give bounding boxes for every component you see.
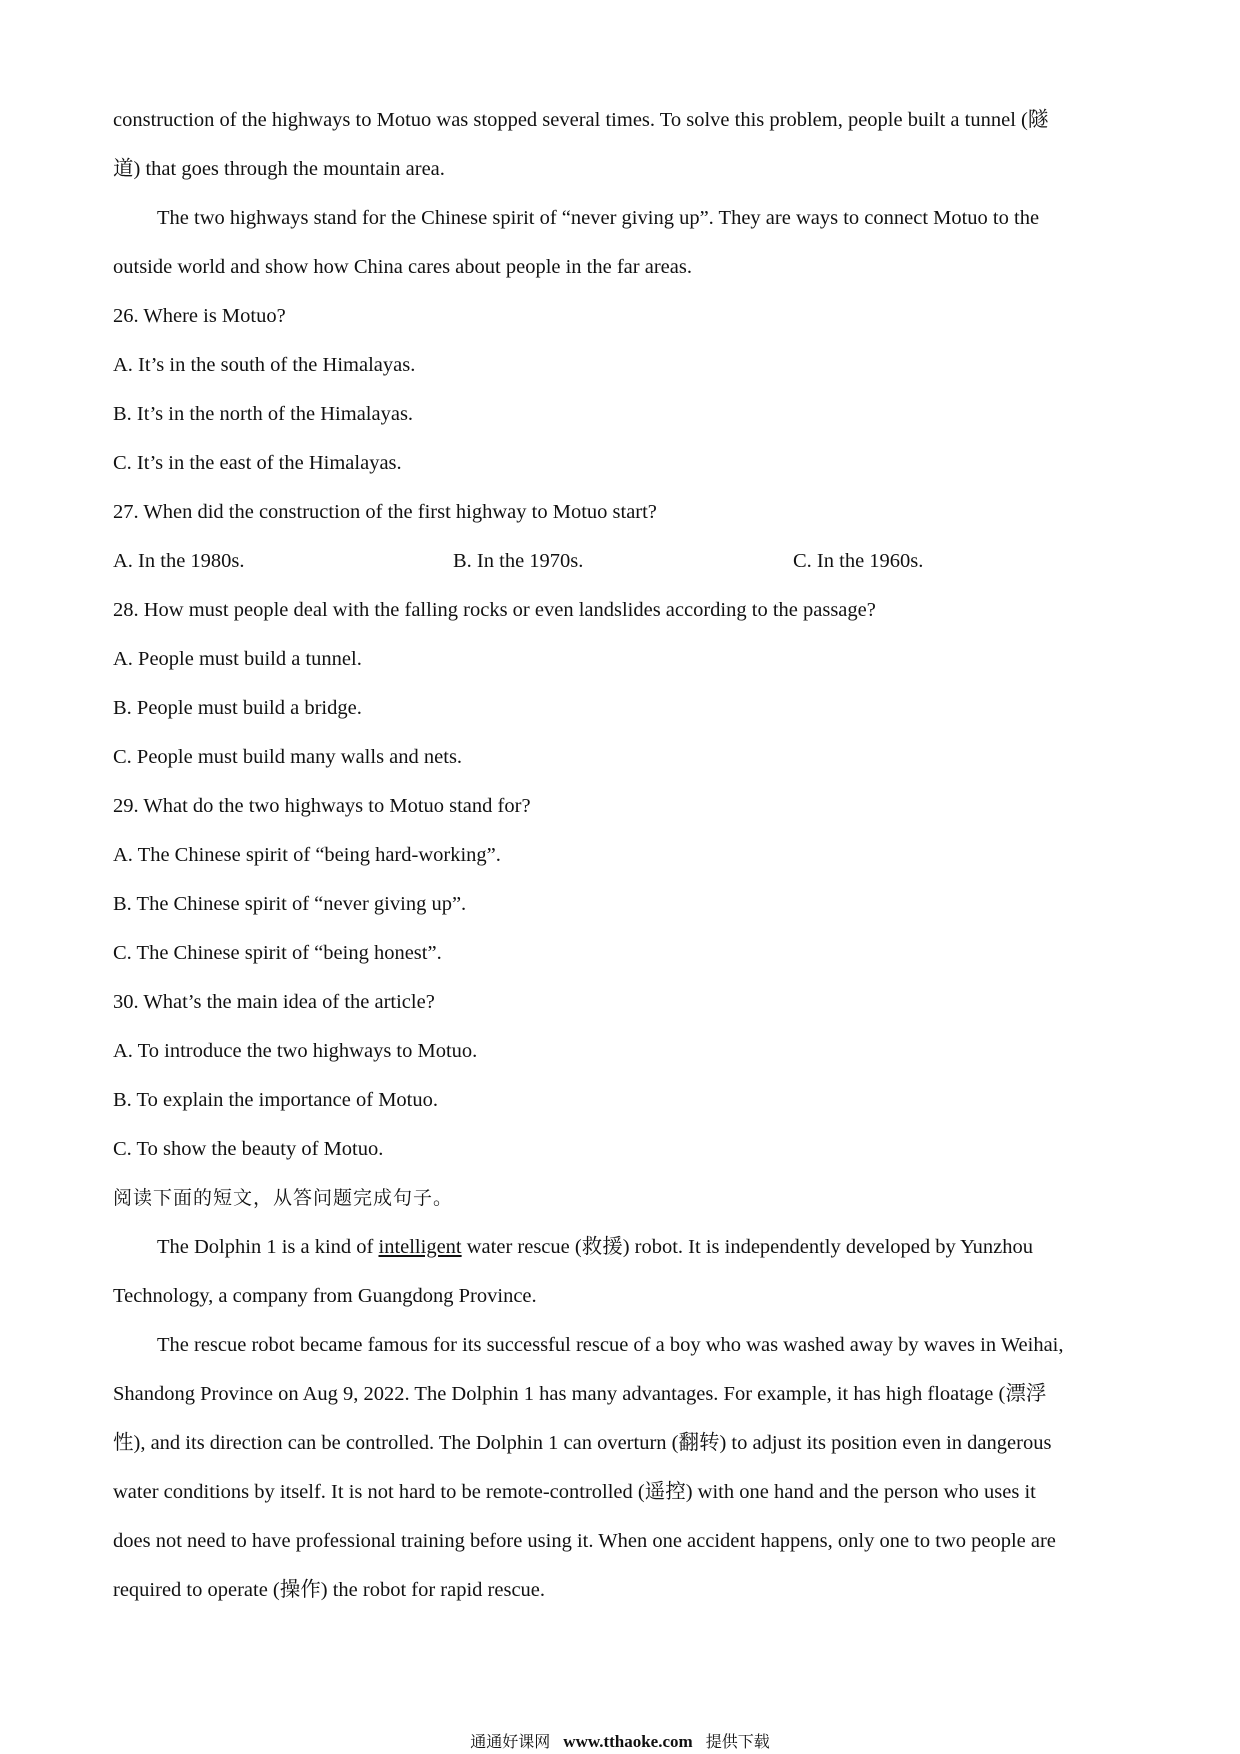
- question-26: [113, 292, 1133, 488]
- answer-option: B. People must build a bridge.: [113, 697, 362, 719]
- document-page: [113, 96, 1133, 1615]
- answer-option: B. It’s in the north of the Himalayas.: [113, 403, 414, 425]
- question-28: [113, 586, 1133, 782]
- question-29: [113, 782, 1133, 978]
- section-instruction: 阅读下面的短文，从答问题完成句子。: [113, 1187, 454, 1209]
- question-stem: 30. What’s the main idea of the article?: [113, 991, 435, 1013]
- passage1-text: The two highways stand for the Chinese spirit of “never giving up”. They are ways to connect Motuo to the: [157, 207, 1040, 229]
- passage1-text: outside world and show how China cares about people in the far areas.: [113, 256, 692, 278]
- passage1-text: 道) that goes through the mountain area.: [113, 158, 445, 180]
- answer-option: B. In the 1970s.: [453, 550, 584, 572]
- question-stem: 29. What do the two highways to Motuo stand for?: [113, 795, 531, 817]
- answer-option: C. In the 1960s.: [793, 550, 924, 572]
- answer-option: A. People must build a tunnel.: [113, 648, 362, 670]
- question-27: [113, 488, 1133, 586]
- answer-option: A. The Chinese spirit of “being hard-working”.: [113, 844, 501, 866]
- passage2-text-segment: The Dolphin 1 is a kind of: [157, 1236, 379, 1258]
- answer-option: C. It’s in the east of the Himalayas.: [113, 452, 402, 474]
- passage2-text: required to operate (操作) the robot for rapid rescue.: [113, 1579, 546, 1601]
- answer-option: C. The Chinese spirit of “being honest”.: [113, 942, 442, 964]
- answer-option: A. It’s in the south of the Himalayas.: [113, 354, 416, 376]
- footer-url[interactable]: www.tthaoke.com: [563, 1732, 693, 1751]
- question-stem: 28. How must people deal with the falling rocks or even landslides according to the passage?: [113, 599, 876, 621]
- answer-option: C. To show the beauty of Motuo.: [113, 1138, 384, 1160]
- passage2-text: water conditions by itself. It is not hard to be remote-controlled (遥控) with one hand and the person who uses it: [113, 1481, 1036, 1503]
- answer-option: B. The Chinese spirit of “never giving up”.: [113, 893, 467, 915]
- answer-options-row: [113, 537, 1133, 586]
- question-30: [113, 978, 1133, 1174]
- passage2-text: 性), and its direction can be controlled. The Dolphin 1 can overturn (翻转) to adjust its position even in dangerous: [113, 1432, 1052, 1454]
- passage2-text-segment: water rescue (救援) robot. It is independently developed by Yunzhou: [461, 1236, 1033, 1258]
- passage2-text: Technology, a company from Guangdong Province.: [113, 1285, 537, 1307]
- passage2-text: Shandong Province on Aug 9, 2022. The Dolphin 1 has many advantages. For example, it has high floatage (漂浮: [113, 1383, 1047, 1405]
- answer-option: A. To introduce the two highways to Motuo.: [113, 1040, 478, 1062]
- answer-option: B. To explain the importance of Motuo.: [113, 1089, 438, 1111]
- passage2-text: The rescue robot became famous for its successful rescue of a boy who was washed away by waves in Weihai,: [157, 1334, 1064, 1356]
- passage1-text: construction of the highways to Motuo was stopped several times. To solve this problem, people built a tunnel (隧: [113, 109, 1049, 131]
- footer-tagline: 提供下载: [705, 1732, 770, 1751]
- question-stem: 26. Where is Motuo?: [113, 305, 286, 327]
- question-stem: 27. When did the construction of the first highway to Motuo start?: [113, 501, 657, 523]
- passage2-text: does not need to have professional training before using it. When one accident happens, only one to two people are: [113, 1530, 1056, 1552]
- answer-option: A. In the 1980s.: [113, 550, 245, 572]
- answer-option: C. People must build many walls and nets.: [113, 746, 463, 768]
- underlined-word: intelligent: [378, 1236, 462, 1258]
- passage2-text: [113, 1223, 1133, 1272]
- footer-site-name: 通通好课网: [470, 1732, 551, 1751]
- page-footer: [0, 1729, 1240, 1752]
